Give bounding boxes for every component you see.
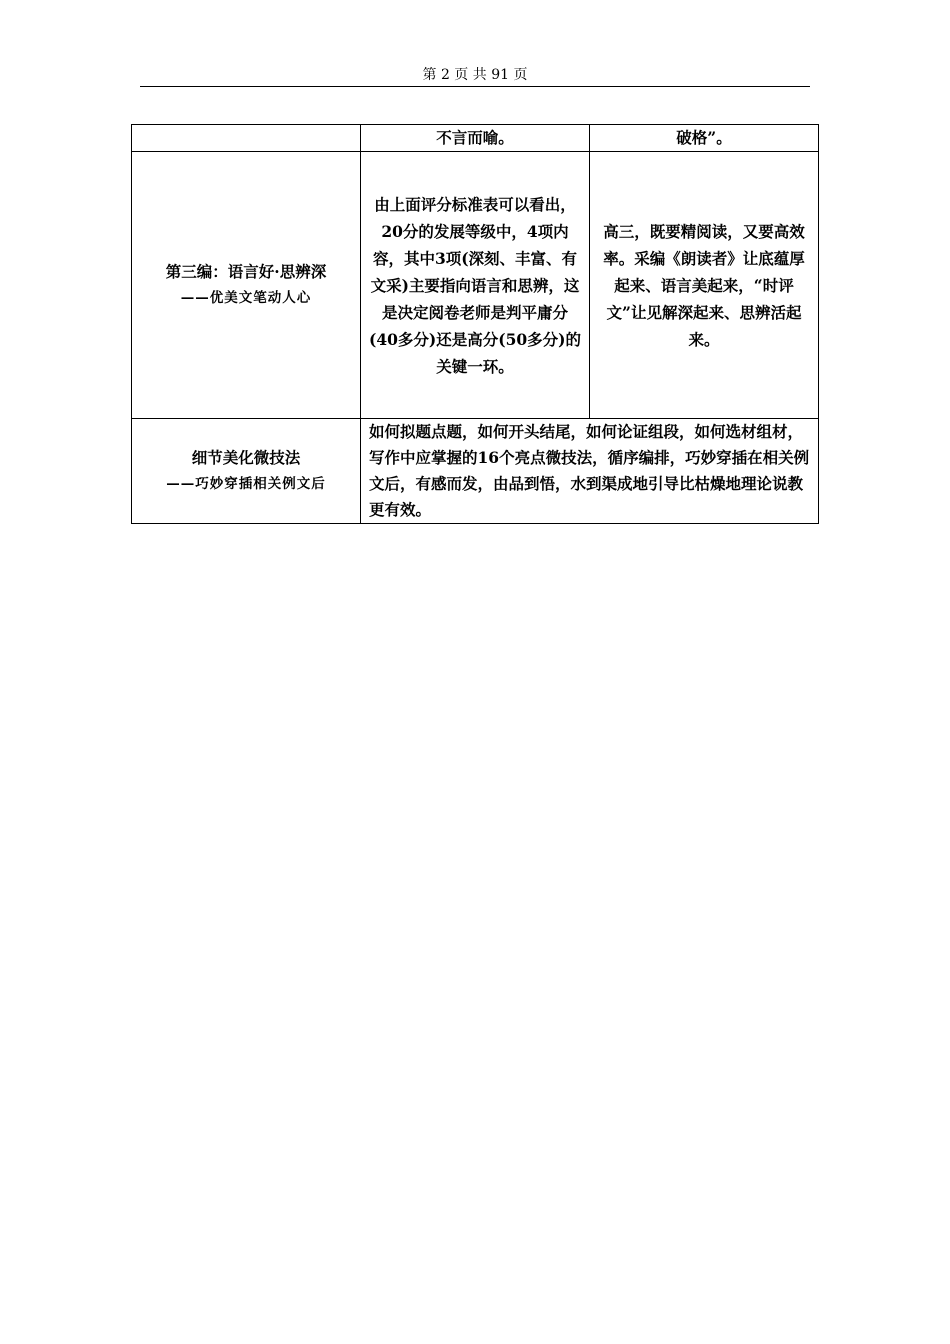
content-table <box>131 124 819 524</box>
table-cell-merged-description <box>361 419 819 524</box>
table-row <box>132 152 819 419</box>
section-heading-cell <box>132 152 361 419</box>
page-header <box>140 66 810 87</box>
table-cell-empty <box>132 125 361 152</box>
section-title: 细节美化微技法 <box>191 448 301 467</box>
table-row <box>132 125 819 152</box>
description-text: 如何拟题点题，如何开头结尾，如何论证组段，如何选材组材，写作中应掌握的16个亮点微技法，循序编排，巧妙穿插在相关例文后，有感而发，由品到悟，水到渠成地引导比枯燥地理论说教更有效。 <box>369 422 810 519</box>
table-cell-continued-text: 不言而喻。 <box>361 125 590 152</box>
description-text: 由上面评分标准表可以看出，20分的发展等级中，4项内容，其中3项(深刻、丰富、有文采)主要指向语言和思辨，这是决定阅卷老师是判平庸分(40多分)还是高分(50多分)的关键一环。 <box>369 194 581 376</box>
table-cell-continued-text: 破格”。 <box>590 125 819 152</box>
table-cell-description <box>361 152 590 419</box>
section-title: 第三编：语言好·思辨深 <box>165 262 327 281</box>
section-subtitle: ——巧妙穿插相关例文后 <box>166 476 326 492</box>
description-text: 高三，既要精阅读，又要高效率。采编《朗读者》让底蕴厚起来、语言美起来，“时评文”让见解深起来、思辨活起来。 <box>603 221 805 349</box>
table-row <box>132 419 819 524</box>
page-indicator: 第 2 页 共 91 页 <box>422 67 528 83</box>
section-heading-cell <box>132 419 361 524</box>
section-subtitle: ——优美文笔动人心 <box>180 290 312 306</box>
table-cell-description <box>590 152 819 419</box>
